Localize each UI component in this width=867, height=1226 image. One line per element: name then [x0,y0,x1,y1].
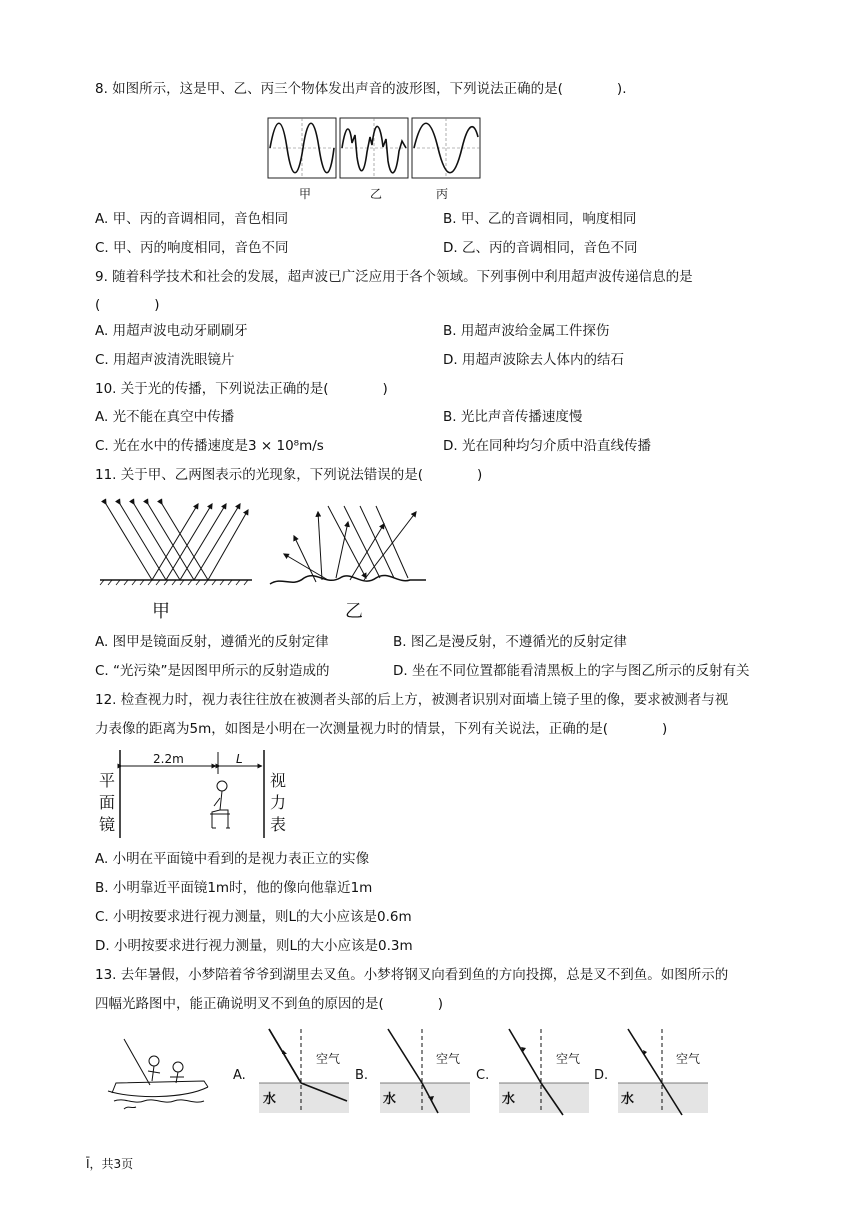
q9-option-d: D. 用超声波除去人体内的结石 [443,352,624,368]
q13-letter-d: D. [594,1068,609,1083]
q8-stem: 8. 如图所示，这是甲、乙、丙三个物体发出声音的波形图，下列说法正确的是( ). [95,81,627,97]
boat-fishing-illustration [104,1035,214,1115]
q13-water-label-d: 水 [621,1092,635,1107]
q12-stem: 12. 检查视力时，视力表往往放在被测者头部的后上方，被测者识别对面墙上镜子里的像，要求被测者与视 [95,692,729,708]
q11-option-d: D. 坐在不同位置都能看清黑板上的字与图乙所示的反射有关 [393,663,750,679]
q13-air-label-b: 空气 [436,1052,461,1066]
q12-chart-label-2: 力 [269,793,286,812]
q13-water-label-c: 水 [502,1092,516,1107]
q11-fig-label-yi: 乙 [345,601,363,622]
q13-water-label-b: 水 [383,1092,397,1107]
q11-fig-label-jia: 甲 [152,601,170,622]
q12-option-b: B. 小明靠近平面镜1m时，他的像向他靠近1m [95,880,373,896]
q13-air-label-c: 空气 [556,1052,581,1066]
q13-letter-a: A. [233,1068,246,1083]
q10-option-d: D. 光在同种均匀介质中沿直线传播 [443,438,651,454]
q13-water-label-a: 水 [263,1092,277,1107]
q8-fig-label-yi: 乙 [370,187,383,201]
q8-fig-label-jia: 甲 [299,187,312,201]
q8-option-d: D. 乙、丙的音调相同，音色不同 [443,240,638,256]
q9-option-c: C. 用超声波清洗眼镜片 [95,352,235,368]
q13-stem: 13. 去年暑假，小梦陪着爷爷到湖里去叉鱼。小梦将钢叉向看到鱼的方向投掷，总是叉不到鱼。如图所示的 [95,967,729,983]
q12-option-a: A. 小明在平面镜中看到的是视力表正立的实像 [95,851,370,867]
q10-option-a: A. 光不能在真空中传播 [95,409,235,425]
q12-mirror-label-3: 镜 [98,815,115,834]
q13-stem-line2: 四幅光路图中，能正确说明叉不到鱼的原因的是( ) [95,996,444,1012]
q12-option-c: C. 小明按要求进行视力测量，则L的大小应该是0.6m [95,909,412,925]
q12-eye-test-figure [118,748,268,840]
q13-air-label-a: 空气 [316,1052,341,1066]
q9-option-a: A. 用超声波电动牙刷刷牙 [95,323,248,339]
q8-option-a: A. 甲、丙的音调相同，音色相同 [95,211,289,227]
q11-stem: 11. 关于甲、乙两图表示的光现象，下列说法错误的是( ) [95,467,483,483]
q11-option-c: C. “光污染”是因图甲所示的反射造成的 [95,663,330,679]
q11-option-b: B. 图乙是漫反射，不遵循光的反射定律 [393,634,627,650]
q12-distance-label: 2.2m [153,752,184,766]
q13-air-label-d: 空气 [676,1052,701,1066]
q12-stem-line2: 力表像的距离为5m，如图是小明在一次测量视力时的情景，下列有关说法，正确的是( ) [95,721,668,737]
q12-chart-label-1: 视 [269,771,286,790]
q9-stem-bracket: ( ) [95,297,160,313]
q12-mirror-label-1: 平 [98,771,115,790]
q10-option-b: B. 光比声音传播速度慢 [443,409,583,425]
q11-option-a: A. 图甲是镜面反射，遵循光的反射定律 [95,634,329,650]
q8-option-b: B. 甲、乙的音调相同，响度相同 [443,211,637,227]
q12-L-label: L [236,752,243,766]
q13-letter-c: C. [476,1068,490,1083]
q10-option-c: C. 光在水中的传播速度是3 × 10⁸m/s [95,438,324,454]
q11-reflection-figure [96,498,446,598]
person-figure [210,781,230,828]
page-footer: Ī，共3页 [86,1157,134,1171]
q9-option-b: B. 用超声波给金属工件探伤 [443,323,610,339]
q8-option-c: C. 甲、丙的响度相同，音色不同 [95,240,289,256]
q10-stem: 10. 关于光的传播，下列说法正确的是( ) [95,381,388,397]
q12-mirror-label-2: 面 [98,793,115,812]
q8-waveform-figure [266,117,482,183]
q8-fig-label-bing: 丙 [436,187,449,201]
q9-stem: 9. 随着科学技术和社会的发展，超声波已广泛应用于各个领域。下列事例中利用超声波传递信息的是 [95,269,693,285]
q12-option-d: D. 小明按要求进行视力测量，则L的大小应该是0.3m [95,938,413,954]
q12-chart-label-3: 表 [269,815,286,834]
q13-letter-b: B. [355,1068,369,1083]
